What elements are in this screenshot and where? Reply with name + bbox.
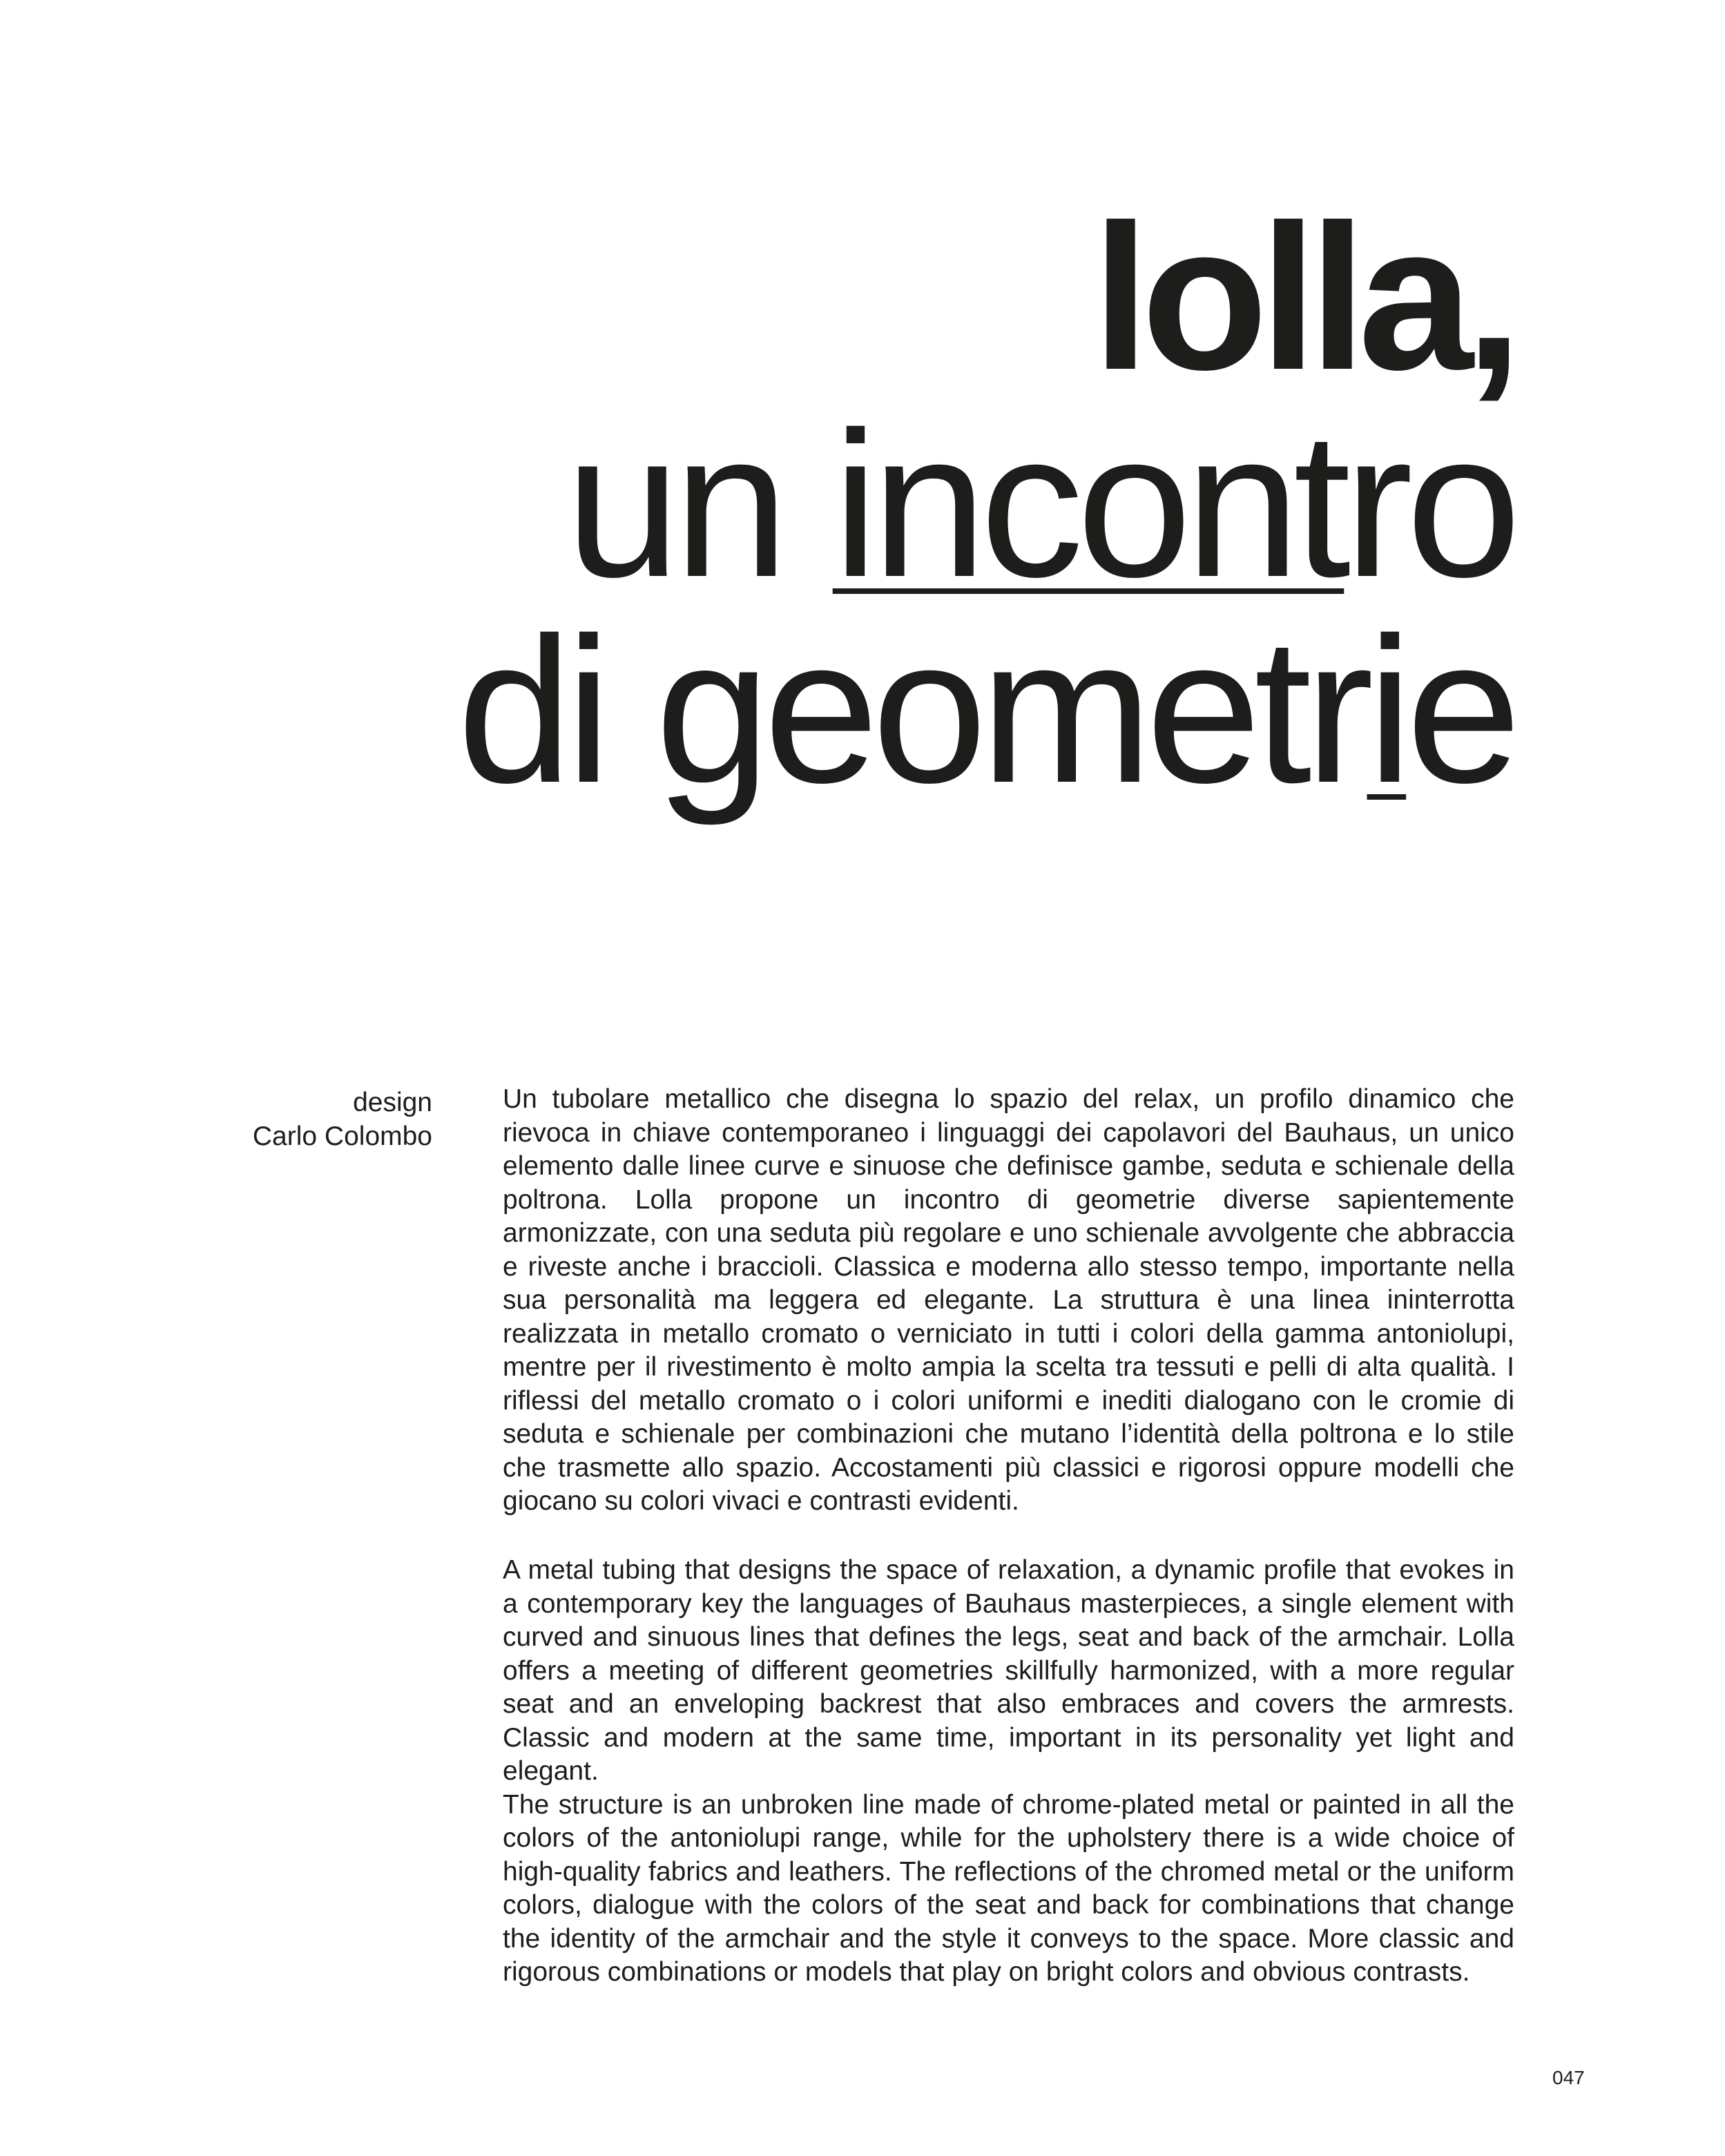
title-underlined-incont: incont <box>832 388 1345 620</box>
title-underlined-i: i <box>1367 594 1407 826</box>
page-title <box>457 181 1514 826</box>
italian-description <box>503 1083 1514 1519</box>
title-line-2-end: ro <box>1344 388 1514 620</box>
title-line-2-start: un <box>565 388 833 620</box>
english-paragraph-1: A metal tubing that designs the space of relaxation, a dynamic profile that evokes in a contemporary key the languages of Bauhaus masterpieces, a single element with curved and sinuous lines that defines the legs, seat and back of the armchair. Lolla offers a meeting of different geometries skillfully harmonized, with a more regular seat and an enveloping backrest that also embraces and covers the armrests. Classic and modern at the same time, important in its personality yet light and elegant. <box>503 1555 1514 1786</box>
english-paragraph-2: The structure is an unbroken line made of chrome-plated metal or painted in all the colors of the antoniolupi range, while for the upholstery there is a wide choice of high-quality fabrics and leathers. The reflections of the chromed metal or the uniform colors, dialogue with the colors of the seat and back for combinations that change the identity of the armchair and the style it conveys to the space. More classic and rigorous combinations or models that play on bright colors and obvious contrasts. <box>503 1789 1514 1987</box>
page-number: 047 <box>1552 2067 1585 2088</box>
credit-label: design <box>353 1088 432 1117</box>
title-line-1: lolla, <box>1092 181 1514 413</box>
designer-name: Carlo Colombo <box>252 1122 432 1151</box>
italian-paragraph: Un tubolare metallico che disegna lo spazio del relax, un profilo dinamico che rievoca in chiave contemporaneo i linguaggi dei capolavori del Bauhaus, un unico elemento dalle linee curve e sinuose che definisce gambe, seduta e schienale della poltrona. Lolla propone un incontro di geometrie diverse sapientemente armonizzate, con una seduta più regolare e uno schienale avvolgente che abbraccia e riveste anche i braccioli. Classica e moderna allo stesso tempo, importante nella sua personalità ma leggera ed elegante. La struttura è una linea ininterrotta realizzata in metallo cromato o verniciato in tutti i colori della gamma antoniolupi, mentre per il rivestimento è molto ampia la scelta tra tessuti e pelli di alta qualità. I riflessi del metallo cromato o i colori uniformi e inediti dialogano con le cromie di seduta e schienale per combinazioni che mutano l’identità della poltrona e lo stile che trasmette allo spazio. Accostamenti più classici e rigorosi oppure modelli che giocano su colori vivaci e contrasti evidenti. <box>503 1084 1514 1516</box>
title-line-3-start: di geometr <box>457 594 1367 826</box>
design-credit <box>253 1086 432 1153</box>
title-line-3-end: e <box>1406 594 1514 826</box>
title-line-3 <box>457 594 1514 826</box>
title-line-2 <box>457 388 1514 620</box>
english-description <box>503 1554 1514 1990</box>
